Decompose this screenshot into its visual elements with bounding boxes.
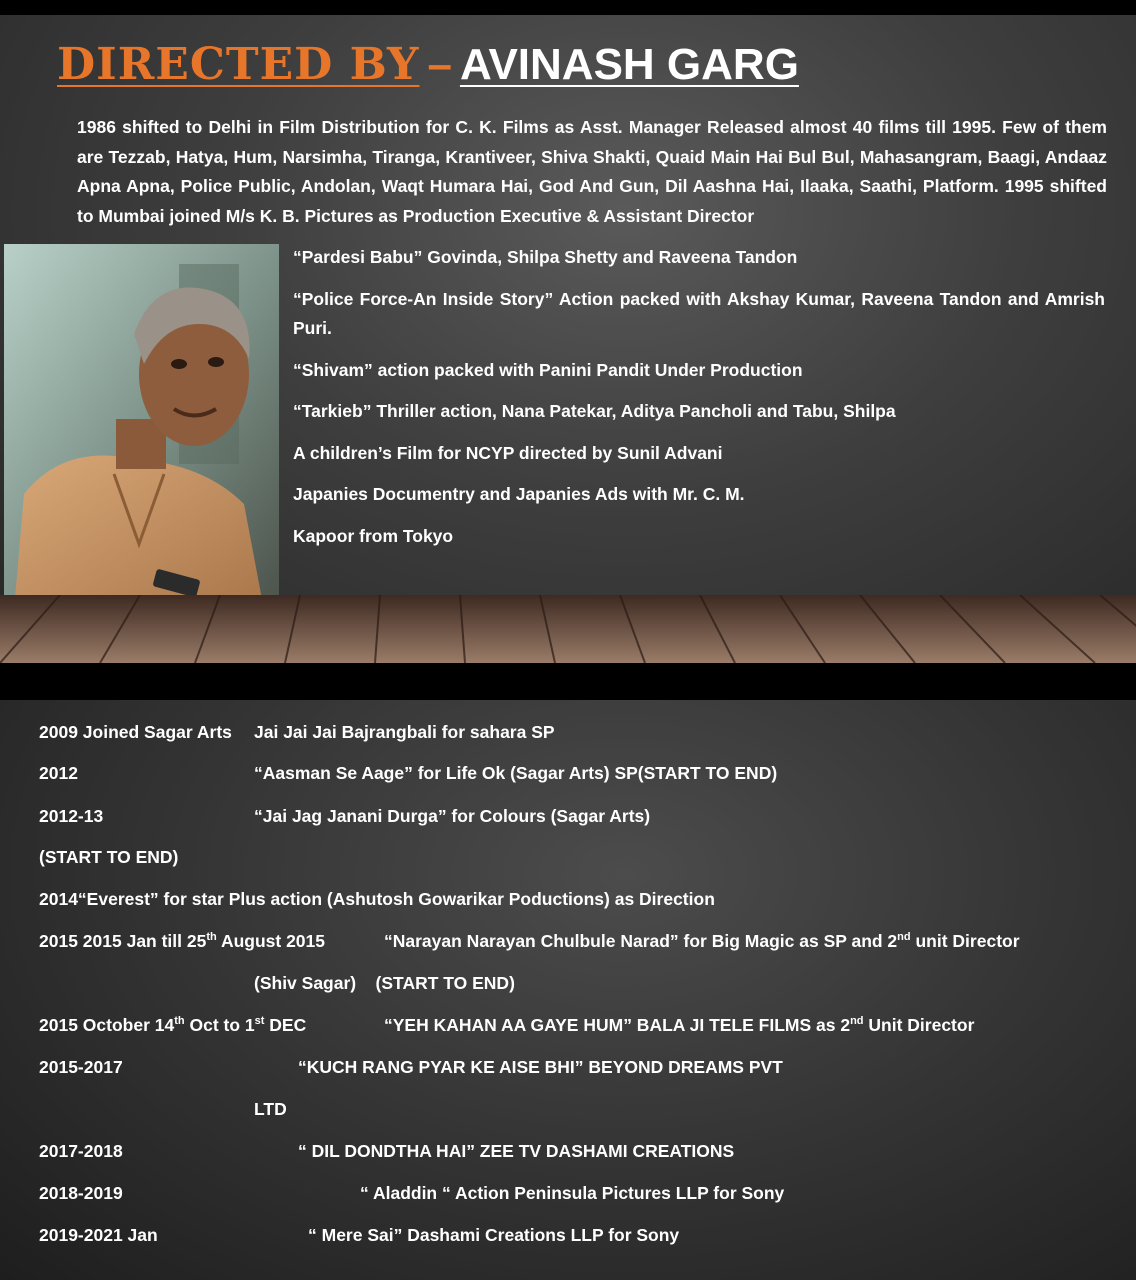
timeline-year: 2015 2015 Jan till 25th August 2015 — [39, 931, 326, 951]
timeline-year: 2015 October 14th Oct to 1st DEC — [39, 1015, 307, 1035]
timeline-description: “YEH KAHAN AA GAYE HUM” BALA JI TELE FILMS as 2nd Unit Director — [384, 1015, 975, 1035]
director-photo — [4, 244, 279, 610]
timeline-description: “ Mere Sai” Dashami Creations LLP for Sony — [308, 1225, 680, 1245]
timeline-year: 2009 Joined Sagar Arts — [39, 722, 232, 742]
timeline-continuation: (Shiv Sagar) (START TO END) — [254, 973, 515, 993]
work-item: “Tarkieb” Thriller action, Nana Patekar, Aditya Pancholi and Tabu, Shilpa — [293, 401, 896, 421]
title-directed-by: DIRECTED BY — [57, 39, 420, 90]
timeline-description: Jai Jai Jai Bajrangbali for sahara SP — [254, 722, 555, 742]
title-dash: – — [427, 40, 452, 89]
timeline-year: 2017-2018 — [39, 1141, 123, 1161]
work-item: Japanies Documentry and Japanies Ads with Mr. C. M. — [293, 484, 745, 504]
timeline-continuation: (START TO END) — [39, 847, 179, 867]
work-item: “Police Force-An Inside Story” Action packed with Akshay Kumar, Raveena Tandon and Amrish Puri. — [293, 288, 1105, 338]
wooden-floor — [0, 595, 1136, 663]
timeline-description: “ DIL DONDTHA HAI” ZEE TV DASHAMI CREATIONS — [298, 1141, 735, 1161]
timeline-year: 2019-2021 Jan — [39, 1225, 158, 1245]
timeline-year: 2012 — [39, 763, 78, 783]
timeline-description: “KUCH RANG PYAR KE AISE BHI” BEYOND DREAMS PVT — [298, 1057, 783, 1077]
slide-title — [57, 39, 799, 99]
work-item: “Pardesi Babu” Govinda, Shilpa Shetty and Raveena Tandon — [293, 247, 798, 267]
director-photo-illustration — [4, 244, 279, 610]
timeline-description: “ Aladdin “ Action Peninsula Pictures LLP for Sony — [360, 1183, 785, 1203]
work-item: Kapoor from Tokyo — [293, 525, 454, 546]
works-list — [293, 243, 1105, 563]
timeline-description: “Narayan Narayan Chulbule Narad” for Big Magic as SP and 2nd unit Director — [384, 931, 1020, 951]
timeline-description: “Aasman Se Aage” for Life Ok (Sagar Arts) SP(START TO END) — [254, 763, 778, 783]
timeline-entry: 2014“Everest” for star Plus action (Ashutosh Gowarikar Poductions) as Direction — [39, 889, 715, 909]
timeline-year: 2018-2019 — [39, 1183, 123, 1203]
title-director-name: AVINASH GARG — [459, 40, 799, 89]
work-item: “Shivam” action packed with Panini Pandit Under Production — [293, 359, 803, 380]
slide-career-timeline — [0, 700, 1136, 1280]
slide-director-profile — [0, 15, 1136, 663]
timeline-continuation: LTD — [254, 1099, 287, 1119]
timeline-year: 2012-13 — [39, 806, 104, 826]
timeline-year: 2015-2017 — [39, 1057, 123, 1077]
timeline-description: “Jai Jag Janani Durga” for Colours (Sagar Arts) — [254, 806, 651, 826]
intro-paragraph: 1986 shifted to Delhi in Film Distribution for C. K. Films as Asst. Manager Released almost 40 films till 1995. Few of them are Tezzab, Hatya, Hum, Narsimha, Tiranga, Krantiveer, Shiva Shakti, Quaid Main Hai Bul Bul, Mahasangram, Baagi, Andaaz Apna Apna, Police Public, Andolan, Waqt Humara Hai, God And Gun, Dil Aashna Hai, Ilaaka, Saathi, Platform. 1995 shifted to Mumbai joined M/s K. B. Pictures as Production Executive & Assistant Director — [77, 117, 1107, 226]
work-item: A children’s Film for NCYP directed by Sunil Advani — [293, 442, 723, 463]
